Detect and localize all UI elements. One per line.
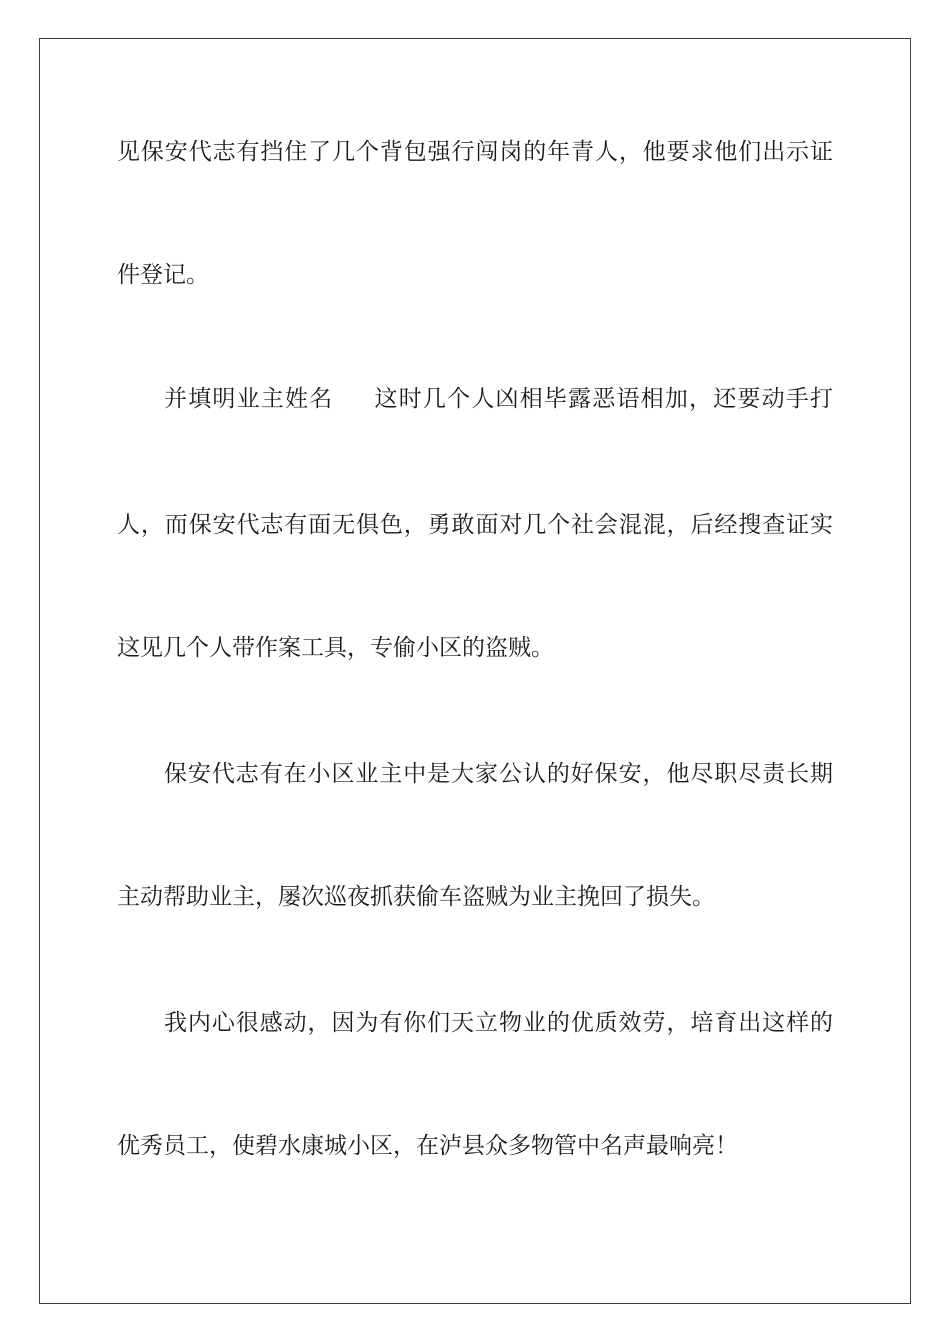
text-line-7: 主动帮助业主，屡次巡夜抓获偷车盗贼为业主挽回了损失。 (117, 884, 715, 910)
text-line-2: 件登记。 (117, 262, 209, 288)
text-line-8: 我内心很感动，因为有你们天立物业的优质效劳，培育出这样的 (164, 1010, 833, 1036)
text-line-6: 保安代志有在小区业主中是大家公认的好保安，他尽职尽责长期 (164, 761, 833, 787)
text-line-3-part-2: 这时几个人凶相毕露恶语相加，还要动手打 (373, 386, 833, 412)
page-frame (39, 38, 911, 1304)
text-line-3-part-1: 并填明业主姓名 (164, 386, 334, 412)
text-line-9: 优秀员工，使碧水康城小区，在泸县众多物管中名声最响亮！ (117, 1133, 738, 1159)
text-line-3 (117, 381, 833, 417)
text-line-5: 这见几个人带作案工具，专偷小区的盗贼。 (117, 635, 554, 661)
text-line-1: 见保安代志有挡住了几个背包强行闯岗的年青人，他要求他们出示证 (117, 139, 833, 165)
text-line-4: 人，而保安代志有面无俱色，勇敢面对几个社会混混，后经搜查证实 (117, 512, 833, 538)
